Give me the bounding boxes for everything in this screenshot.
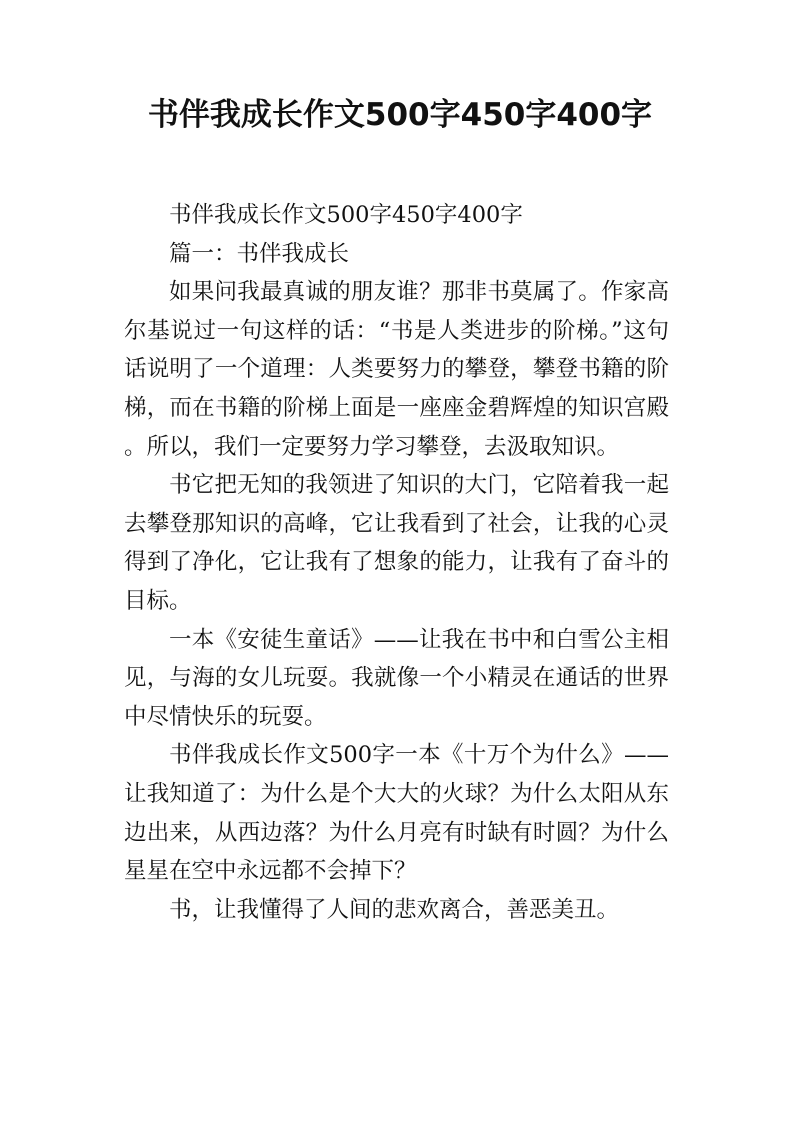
paragraph-subtitle: 书伴我成长作文500字450字400字	[169, 202, 523, 228]
paragraph-section-heading: 篇一：书伴我成长	[169, 240, 350, 267]
paragraph: 一本《安徒生童话》——让我在书中和白雪公主相见，与海的女儿玩耍。我就像一个小精灵在通话的世界中尽情快乐的玩耍。	[124, 626, 669, 730]
paragraph: 书伴我成长作文500字一本《十万个为什么》——让我知道了：为什么是个大大的火球？为什么太阳从东边出来，从西边落？为什么月亮有时缺有时圆？为什么星星在空中永远都不会掉下？	[124, 742, 669, 885]
paragraph: 书它把无知的我领进了知识的大门，它陪着我一起去攀登那知识的高峰，它让我看到了社会，让我的心灵得到了净化，它让我有了想象的能力，让我有了奋斗的目标。	[124, 472, 669, 614]
document-title: 书伴我成长作文500字450字400字	[147, 97, 653, 133]
paragraph: 如果问我最真诚的朋友谁？那非书莫属了。作家高尔基说过一句这样的话：“书是人类进步的阶梯。”这句话说明了一个道理：人类要努力的攀登，攀登书籍的阶梯，而在书籍的阶梯上面是一座座金碧辉煌的知识宫殿。所以，我们一定要努力学习攀登，去汲取知识。	[124, 279, 669, 460]
document-body	[124, 196, 669, 929]
paragraph: 书，让我懂得了人间的悲欢离合，善恶美丑。	[169, 896, 620, 923]
